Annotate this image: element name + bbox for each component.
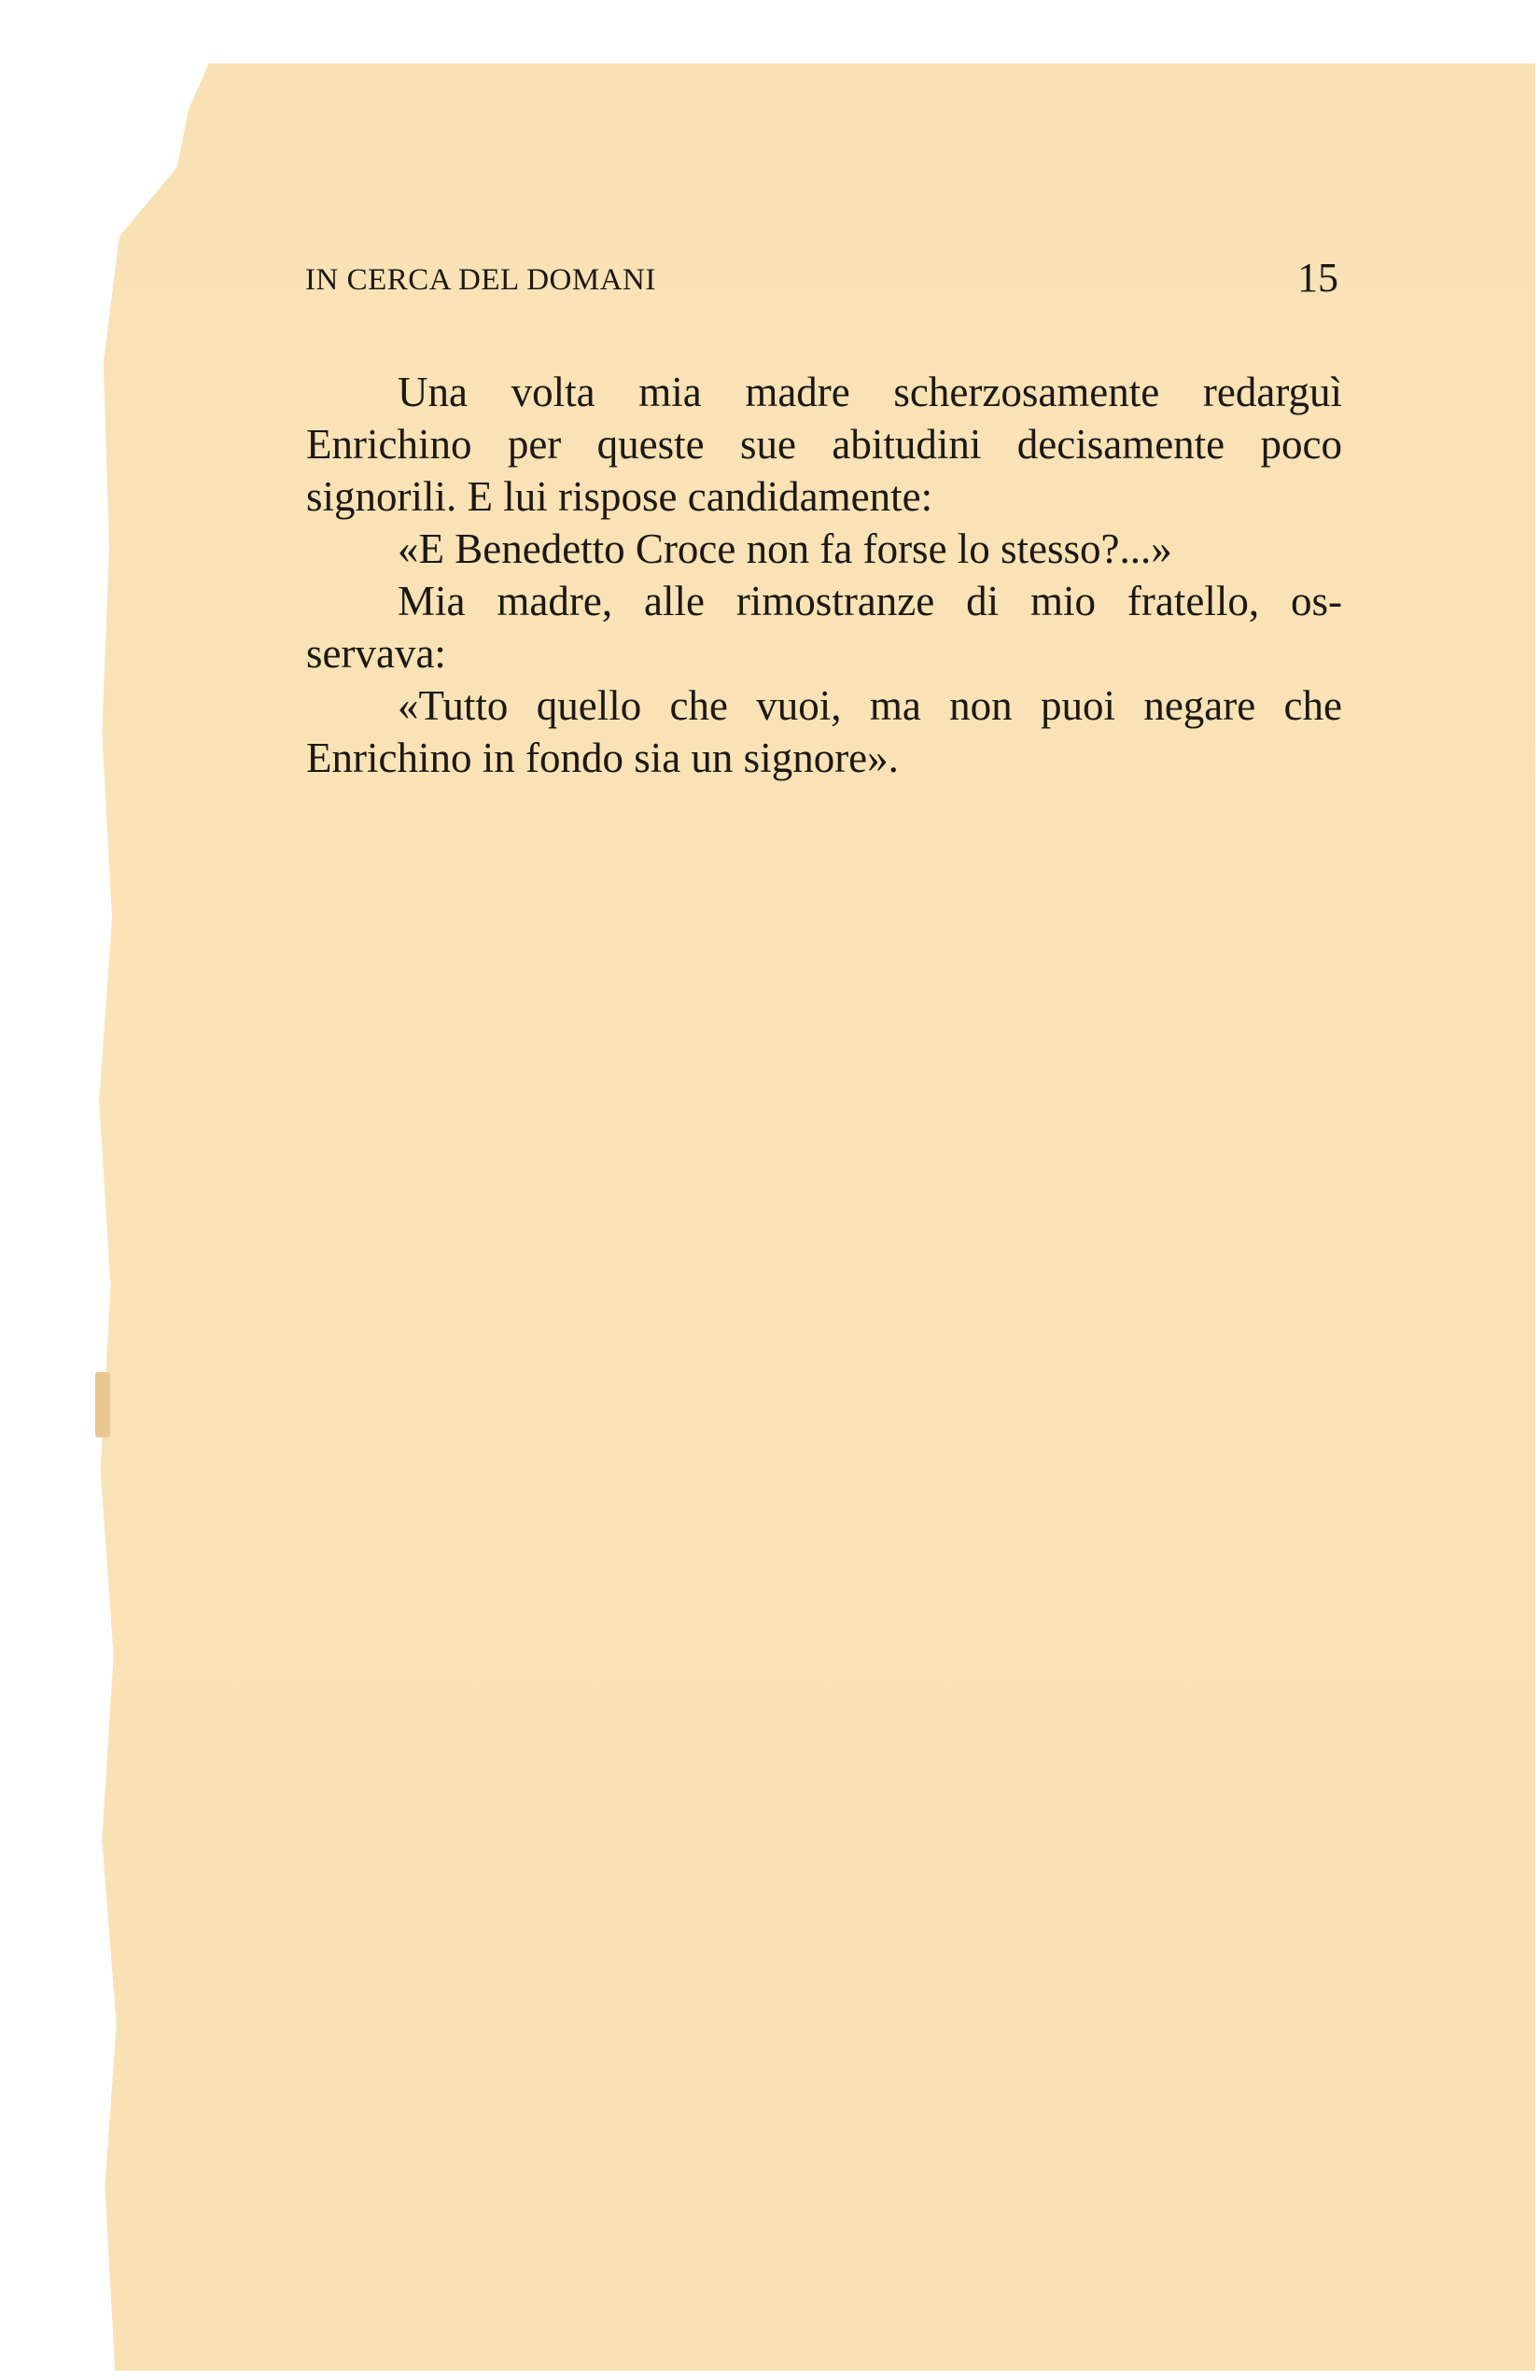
text-line: signorili. E lui rispose candidamente: [306, 473, 933, 520]
text-line: Enrichino in fondo sia un signore». [306, 735, 899, 781]
body-text [306, 366, 1342, 784]
text-line: Enrichino per queste sue abitudini decisamente poco [306, 421, 1342, 468]
running-head: IN CERCA DEL DOMANI [305, 263, 656, 297]
paper-stain [95, 1372, 110, 1437]
text-line: Mia madre, alle rimostranze di mio fratello, os- [398, 578, 1342, 624]
text-line: «E Benedetto Croce non fa forse lo stesso?...» [398, 525, 1172, 572]
text-line: Una volta mia madre scherzosamente redarguì [398, 369, 1342, 415]
text-line: «Tutto quello che vuoi, ma non puoi negare che [398, 682, 1342, 729]
page-number: 15 [1297, 255, 1338, 301]
text-line: servava: [306, 630, 446, 677]
